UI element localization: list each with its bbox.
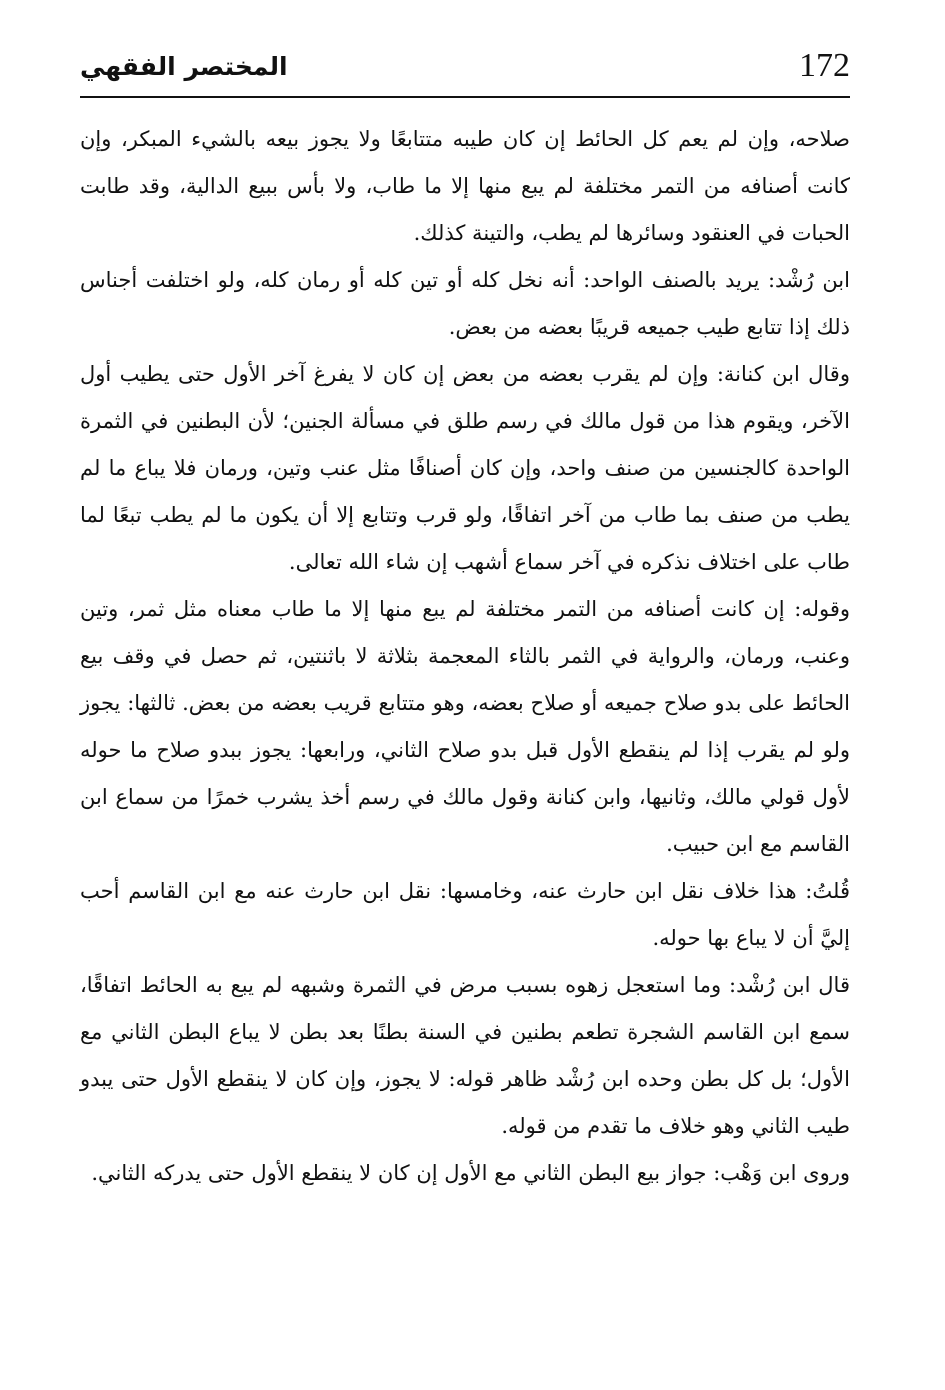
page-body [80, 116, 850, 1197]
paragraph: وروى ابن وَهْب: جواز بيع البطن الثاني مع الأول إن كان لا ينقطع الأول حتى يدركه الثاني. [91, 1161, 850, 1185]
paragraph: وقال ابن كنانة: وإن لم يقرب بعضه من بعض إن كان لا يفرغ آخر الأول حتى يطيب أول الآخر، ويقوم هذا من قول مالك في رسم طلق في مسألة الجنين؛ لأن البطنين في الثمرة الواحدة كالجنسين من صنف واحد، وإن كان أصنافًا مثل عنب وتين، ورمان فلا يباع ما لم يطب من صنف بما طاب من آخر اتفاقًا، ولو قرب وتتابع إلا أن يكون ما لم يطب تبعًا لما طاب على اختلاف نذكره في آخر سماع أشهب إن شاء الله تعالى. [80, 362, 850, 574]
paragraph: قال ابن رُشْد: وما استعجل زهوه بسبب مرض في الثمرة وشبهه لم يبع به الحائط اتفاقًا، سمع ابن القاسم الشجرة تطعم بطنين في السنة بطنًا بعد بطن لا يباع البطن الثاني مع الأول؛ بل كل بطن وحده ابن رُشْد ظاهر قوله: لا يجوز، وإن كان لا ينقطع الأول حتى يبدو طيب الثاني وهو خلاف ما تقدم من قوله. [80, 973, 850, 1138]
page-header [80, 40, 850, 98]
paragraph: وقوله: إن كانت أصنافه من التمر مختلفة لم يبع منها إلا ما طاب معناه مثل ثمر، وتين وعنب، ورمان، والرواية في الثمر بالثاء المعجمة بثلاثة لا باثنتين، ثم حصل في وقف بيع الحائط على بدو صلاح جميعه أو صلاح بعضه، وهو متتابع قريب بعضه من بعض. ثالثها: يجوز ولو لم يقرب إذا لم ينقطع الأول قبل بدو صلاح الثاني، ورابعها: يجوز ببدو صلاح ما حوله لأول قولي مالك، وثانيها، وابن كنانة وقول مالك في رسم أخذ يشرب خمرًا من سماع ابن القاسم مع ابن حبيب. [80, 597, 850, 856]
paragraph: قُلتُ: هذا خلاف نقل ابن حارث عنه، وخامسها: نقل ابن حارث عنه مع ابن القاسم أحب إليَّ أن لا يباع بها حوله. [80, 879, 850, 950]
paragraph: ابن رُشْد: يريد بالصنف الواحد: أنه نخل كله أو تين كله أو رمان كله، ولو اختلفت أجناس ذلك إذا تتابع طيب جميعه قريبًا بعضه من بعض. [80, 268, 850, 339]
header-divider [80, 96, 850, 98]
page-number: 172 [799, 47, 850, 84]
paragraph: صلاحه، وإن لم يعم كل الحائط إن كان طيبه متتابعًا ولا يجوز بيعه بالشيء المبكر، وإن كانت أصنافه من التمر مختلفة لم يبع منها إلا ما طاب، ولا بأس ببيع الدالية، وقد طابت الحبات في العنقود وسائرها لم يطب، والتينة كذلك. [80, 127, 850, 245]
running-title: المختصر الفقهي [80, 52, 288, 81]
book-page [80, 40, 850, 1197]
